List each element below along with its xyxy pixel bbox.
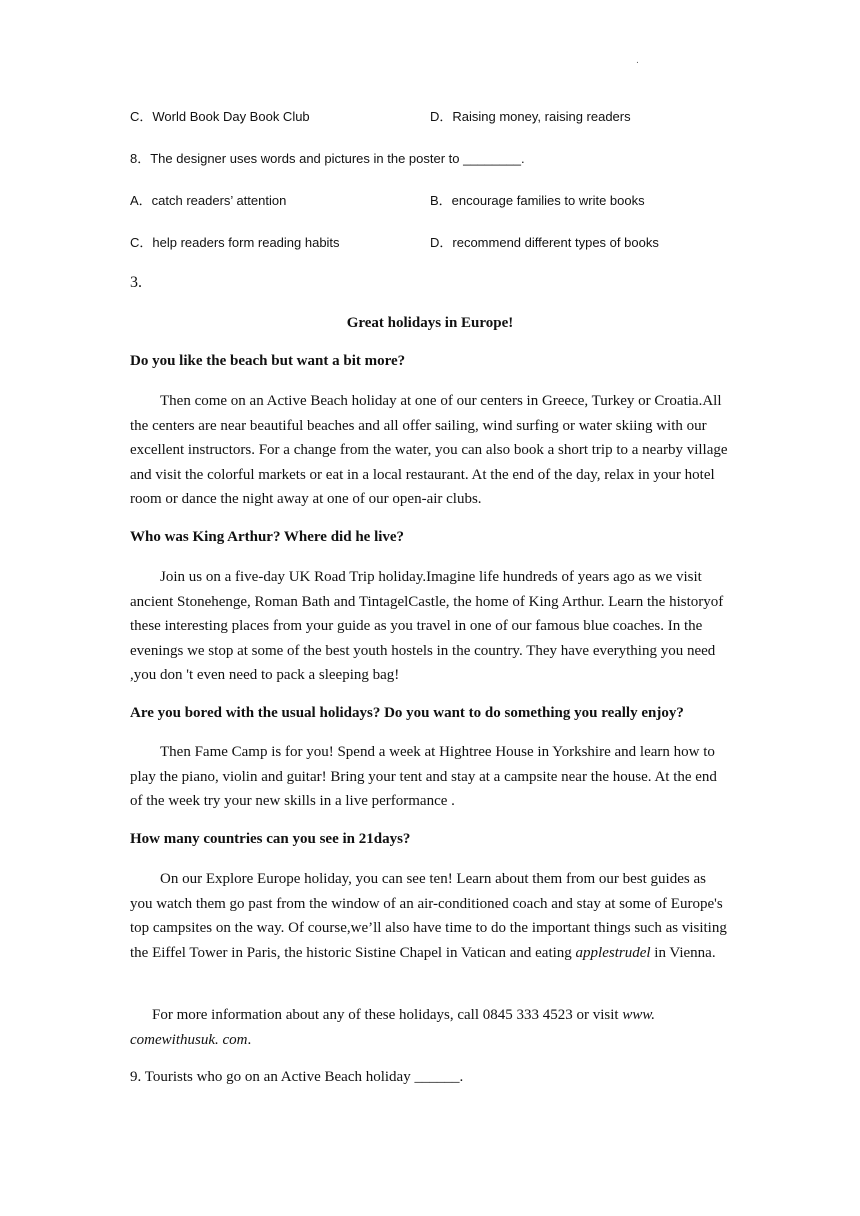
- question-8-option-a: A．catch readers’ attention: [130, 193, 287, 208]
- page-mark: .: [636, 56, 639, 66]
- section-heading-king-arthur: Who was King Arthur? Where did he live?: [130, 529, 405, 545]
- question-8-option-c: C．help readers form reading habits: [130, 235, 340, 250]
- question-8-option-b: B．encourage families to write books: [430, 193, 645, 208]
- explore-europe-text-end: in Vienna.: [650, 944, 716, 961]
- section-heading-beach: Do you like the beach but want a bit more?: [130, 353, 406, 369]
- section-number: 3.: [130, 274, 142, 291]
- info-text: For more information about any of these holidays, call 0845 333 4523 or visit: [152, 1007, 623, 1023]
- section-body-beach: Then come on an Active Beach holiday at one of our centers in Greece, Turkey or Croatia.All the centers are near beautiful beaches and all offer sailing, wind surfing or water skiing with our excellent instructors. For a change from the water, you can also book a short trip to a nearby village and visit the colorful markets or eat in a local restaurant. At the end of the day, relax in your hotel room or dance the night away at one of our open-air clubs.: [130, 393, 728, 507]
- prev-question-option-c: C．World Book Day Book Club: [130, 109, 310, 124]
- applestrudel-italic: applestrudel: [575, 944, 651, 961]
- info-paragraph: [130, 1003, 730, 1052]
- question-8-stem: 8．The designer uses words and pictures in the poster to ________.: [130, 151, 525, 166]
- question-9-stem: 9. Tourists who go on an Active Beach holiday ______.: [130, 1069, 464, 1085]
- section-heading-fame-camp: Are you bored with the usual holidays? Do you want to do something you really enjoy?: [130, 705, 684, 721]
- section-body-fame-camp: Then Fame Camp is for you! Spend a week at Hightree House in Yorkshire and learn how to play the piano, violin and guitar! Bring your tent and stay at a campsite near the house. At the end of the week try your new skills in a live performance .: [130, 744, 717, 809]
- prev-question-option-d: D．Raising money, raising readers: [430, 109, 631, 124]
- section-heading-explore-europe: How many countries can you see in 21days?: [130, 831, 411, 847]
- info-url: www. comewithusuk. com: [130, 1007, 655, 1048]
- section-body-explore-europe: [130, 867, 730, 965]
- question-8-option-d: D．recommend different types of books: [430, 235, 659, 250]
- info-end: .: [247, 1031, 252, 1048]
- explore-europe-text: On our Explore Europe holiday, you can see ten! Learn about them from our best guides as you watch them go past from the window of an air-conditioned coach and stay at some of Europe's top campsites on the way. Of course,we’ll also have time to do the important things such as visiting the Eiffel Tower in Paris, the historic Sistine Chapel in Vatican and eating: [130, 871, 727, 961]
- article-title: Great holidays in Europe!: [346, 315, 514, 331]
- section-body-king-arthur: Join us on a five-day UK Road Trip holiday.Imagine life hundreds of years ago as we visit ancient Stonehenge, Roman Bath and TintagelCastle, the home of King Arthur. Learn the historyof these interesting places from your guide as you travel in one of our famous blue coaches. In the evenings we stop at some of the best youth hostels in the country. They have everything you need ,you don 't even need to pack a sleeping bag!: [130, 569, 724, 683]
